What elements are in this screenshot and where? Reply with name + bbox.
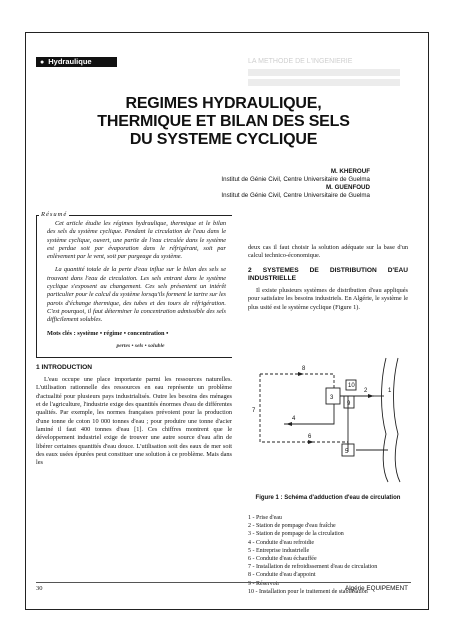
author-name: M. KHEROUF — [330, 168, 370, 175]
article-title — [36, 95, 411, 149]
bleed-through-header — [248, 57, 408, 99]
figure-label: 7 — [252, 408, 256, 414]
arrow-icon — [286, 422, 292, 426]
title-line: DU SYSTEME CYCLIQUE — [129, 131, 318, 148]
keywords-continued: pertes • sels • soluble — [116, 342, 165, 349]
keywords-line — [47, 330, 226, 338]
arrow-icon — [308, 440, 314, 444]
abstract-paragraph: Cet article étudie les régimes hydraulique, thermique et le bilan des sels du système cyclique. Pendant la circulation de l'eau dans le système cyclique, ouvert, une partie de l'eau circulée dans le système est perdue soit par évaporation dans le réfrigérant, soit par enlèvement par le vent, soit par purgeage du système. — [47, 220, 226, 261]
abstract-box — [36, 211, 232, 358]
footer-rule — [36, 582, 411, 583]
journal-name: Algérie EQUIPEMENT — [345, 585, 408, 592]
keywords-label: Mots clés : — [47, 329, 76, 337]
document-page — [36, 57, 411, 602]
river-bank — [394, 358, 401, 482]
rubric-label: Hydraulique — [48, 57, 92, 66]
legend-item: 10 - Installation pour le traitement de stabilisation — [248, 588, 368, 595]
keywords-text: système • régime • concentration • — [77, 329, 169, 337]
author-affiliation: Institut de Génie Civil, Centre Universitaire de Guelma — [221, 192, 370, 199]
figure-legend — [248, 514, 408, 596]
right-column — [248, 244, 408, 316]
body-paragraph: L'eau occupe une place importante parmi les ressources naturelles. L'utilisation rationnelle des ressources en eau représente un problème d'actualité pour plusieurs pays industrialisés. Outre les besoins des ménages et de l'agriculture, l'industrie exige des quantités énormes d'eau de différentes qualités. Par exemple, les normes françaises prévoient pour la production d'une tonne de coton 10 000 tonnes d'eau ; pour produire une tonne d'acier laminé il faut 400 tonnes d'eau [1]. Ces chiffres montrent que le développement industriel exige de trouver une autre source d'eau afin de libérer certaines quantités d'eau douce. L'utilisation soit des eaux de mer soit des eaux usées épurées peut constituer une solution à ce problème. Mais dans les — [36, 376, 232, 467]
legend-item: 8 - Conduite d'eau d'appoint — [248, 572, 316, 579]
dashed-pipe — [260, 374, 334, 388]
figure-label: 6 — [308, 434, 312, 440]
river-bank — [382, 358, 389, 482]
legend-item: 2 - Station de pompage d'eau fraîche — [248, 523, 336, 530]
legend-item: 4 - Conduite d'eau refroidie — [248, 539, 315, 546]
author-affiliation: Institut de Génie Civil, Centre Universitaire de Guelma — [221, 176, 370, 183]
abstract-heading: Résumé — [41, 211, 68, 218]
figure-caption: Figure 1 : Schéma d'adduction d'eau de circulation — [255, 495, 401, 501]
figure-label: 3 — [330, 395, 334, 401]
figure-diagram — [248, 352, 408, 486]
section-heading: 2 SYSTEMES DE DISTRIBUTION D'EAU INDUSTRIELLE — [248, 266, 408, 282]
figure-label: 1 — [388, 388, 392, 394]
legend-item: 6 - Conduite d'eau échauffée — [248, 556, 317, 563]
legend-item: 1 - Prise d'eau — [248, 515, 282, 521]
bleed-through-bar — [248, 79, 400, 86]
section-rubric — [36, 57, 117, 67]
arrow-icon — [368, 394, 374, 398]
figure-label: 8 — [302, 366, 306, 372]
figure-label: 5 — [345, 449, 349, 455]
figure-label: 4 — [292, 416, 296, 422]
figure-label: 10 — [348, 383, 355, 389]
page-number: 30 — [36, 585, 43, 592]
bullet-icon: ● — [40, 59, 45, 66]
circulation-schematic — [248, 352, 408, 486]
legend-item: 9 - Réservoir — [248, 580, 280, 587]
section-heading: 1 INTRODUCTION — [36, 363, 93, 371]
arrow-icon — [298, 372, 304, 376]
bleed-through-text: LA METHODE DE L'INGENIERIE — [248, 58, 353, 65]
legend-item: 7 - Installation de refroidissement d'eau de circulation — [248, 564, 378, 571]
dashed-pipe — [260, 374, 348, 442]
title-line: REGIMES HYDRAULIQUE, — [125, 95, 322, 112]
legend-item: 3 - Station de pompage de la circulation — [248, 531, 344, 538]
figure-label: 9 — [347, 401, 351, 407]
bleed-through-bar — [248, 69, 400, 76]
author-name: M. GUENFOUD — [326, 184, 370, 191]
body-paragraph: Il existe plusieurs systèmes de distribution d'eau appliqués pour satisfaire les besoins industriels. En Algérie, le système le plus usité est le système cyclique (Figure 1). — [248, 287, 408, 311]
body-paragraph: deux cas il faut choisir la solution adéquate sur la base d'un calcul technico-économique. — [248, 244, 408, 260]
left-column — [36, 211, 232, 467]
legend-item: 5 - Entreprise industrielle — [248, 547, 310, 554]
title-line: THERMIQUE ET BILAN DES SELS — [97, 113, 350, 130]
author-block — [36, 168, 370, 200]
abstract-paragraph: La quantité totale de la perte d'eau influe sur le bilan des sels se trouvant dans l'eau de circulation. Les sels entrant dans le système cyclique s'exposent au changement. Ces sels présentent un intérêt particulier pour le calcul du système lorsqu'ils forment le tartre sur les parois d'échange thermique, des tubes et des tours de réfrigération. C'est pourquoi, il faut déterminer la concentration admissible des sels difficilement solubles. — [47, 266, 226, 324]
figure-label: 2 — [364, 388, 368, 394]
